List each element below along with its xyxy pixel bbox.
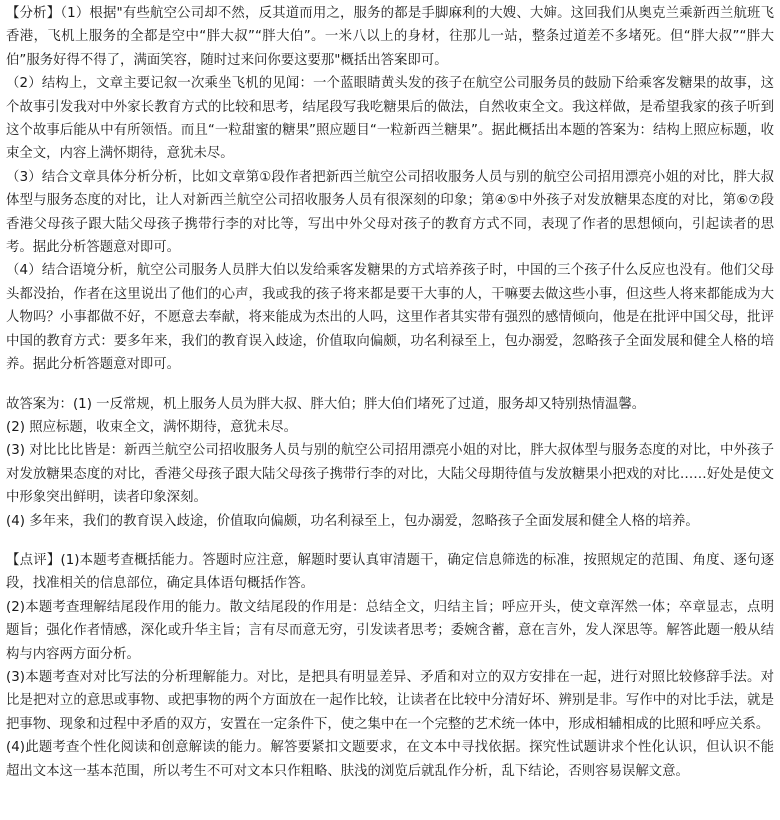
answer-section <box>6 393 774 533</box>
analysis-paragraph-1: 【分析】（1）根据"有些航空公司却不然，反其道而用之，服务的都是手脚麻利的大嫂、大婶。这回我们从奥克兰乘新西兰航班飞香港，飞机上服务的全都是空中“胖大叔”“胖大伯”。一米八以上的身材，往那儿一站，整条过道差不多堵死。但“胖大叔”“胖大伯”服务好得不得了，满面笑容，随时过来问你要这要那"概括出答案即可。 <box>6 6 774 68</box>
section-spacer <box>6 377 774 393</box>
comment-item-3: (3)本题考查对对比写法的分析理解能力。对比，是把具有明显差异、矛盾和对立的双方安排在一起，进行对照比较修辞手法。对比是把对立的意思或事物、或把事物的两个方面放在一起作比较，让读者在比较中分清好坏、辨别是非。写作中的对比手法，就是把事物、现象和过程中矛盾的双方，安置在一定条件下，使之集中在一个完整的艺术统一体中，形成相辅相成的比照和呼应关系。 <box>6 669 774 732</box>
analysis-paragraph-2: （2）结构上，文章主要记叙一次乘坐飞机的见闻：一个蓝眼睛黄头发的孩子在航空公司服务员的鼓励下给乘客发糖果的故事，这个故事引发我对中外家长教育方式的比较和思考，结尾段写我吃糖果后的做法，自然收束全文。我这样做，是希望我家的孩子听到这个故事后能从中有所领悟。而且“一粒甜蜜的糖果”照应题目“一粒新西兰糖果”。据此概括出本题的答案为：结构上照应标题，收束全文，内容上满怀期待，意犹未尽。 <box>6 76 774 162</box>
answer-item-2: (2) 照应标题，收束全文，满怀期待，意犹未尽。 <box>6 419 298 435</box>
comment-item-4: (4)此题考查个性化阅读和创意解读的能力。解答要紧扣文题要求，在文本中寻找依据。探究性试题讲求个性化认识，但认识不能超出文本这一基本范围，所以考生不可对文本只作粗略、肤浅的浏览后就乱作分析，乱下结论，否则容易误解文意。 <box>6 740 774 779</box>
comment-item-2: (2)本题考查理解结尾段作用的能力。散文结尾段的作用是：总结全文，归结主旨；呼应开头，使文章浑然一体；卒章显志，点明题旨；强化作者情感，深化或升华主旨；言有尽而意无穷，引发读者思考；委婉含蓄，意在言外，发人深思等。解答此题一般从结构与内容两方面分析。 <box>6 599 774 662</box>
comment-item-1: 【点评】(1)本题考查概括能力。答题时应注意，解题时要认真审清题干，确定信息筛选的标准，按照规定的范围、角度、逐句逐段，找准相关的信息部位，确定具体语句概括作答。 <box>6 552 774 592</box>
comment-section <box>6 549 774 783</box>
answer-item-1: 故答案为：(1) 一反常规，机上服务人员为胖大叔、胖大伯；胖大伯们堵死了过道，服务却又特别热情温馨。 <box>6 396 646 412</box>
answer-item-3: (3) 对比比比皆是：新西兰航空公司招收服务人员与别的航空公司招用漂亮小姐的对比，胖大叔体型与服务态度的对比，中外孩子对发放糖果态度的对比，香港父母孩子跟大陆父母孩子携带行李的对比，大陆父母期待值与发放糖果小把戏的对比……好处是使文中形象突出鲜明，读者印象深刻。 <box>6 443 774 506</box>
analysis-paragraph-3: （3）结合文章具体分析分析，比如文章第①段作者把新西兰航空公司招收服务人员与别的航空公司招用漂亮小姐的对比，胖大叔体型与服务态度的对比，让人对新西兰航空公司招收服务人员有很深刻的印象；第④⑤中外孩子对发放糖果态度的对比，第⑥⑦段香港父母孩子跟大陆父母孩子携带行李的对比等，写出中外父母对孩子的教育方式不同，表现了作者的思想倾向，引起读者的思考。据此分析答题意对即可。 <box>6 169 774 256</box>
analysis-paragraph-4: （4）结合语境分析，航空公司服务人员胖大伯以发给乘客发糖果的方式培养孩子时，中国的三个孩子什么反应也没有。他们父母头都没抬，作者在这里说出了他们的心声，我或我的孩子将来都是要干大事的人，干嘛要去做这些小事，但这些人将来都能成为大人物吗？小事都做不好，不愿意去奉献，将来能成为杰出的人吗，这里作者其实带有强烈的感情倾向，他是在批评中国父母，批评中国的教育方式：要多年来，我们的教育误入歧途，价值取向偏颇，功名利禄至上，包办溺爱，忽略孩子全面发展和健全人格的培养。据此分析答题意对即可。 <box>6 263 774 373</box>
analysis-section <box>6 2 774 377</box>
answer-item-4: (4) 多年来，我们的教育误入歧途，价值取向偏颇，功名利禄至上，包办溺爱，忽略孩子全面发展和健全人格的培养。 <box>6 513 699 529</box>
section-spacer <box>6 533 774 549</box>
